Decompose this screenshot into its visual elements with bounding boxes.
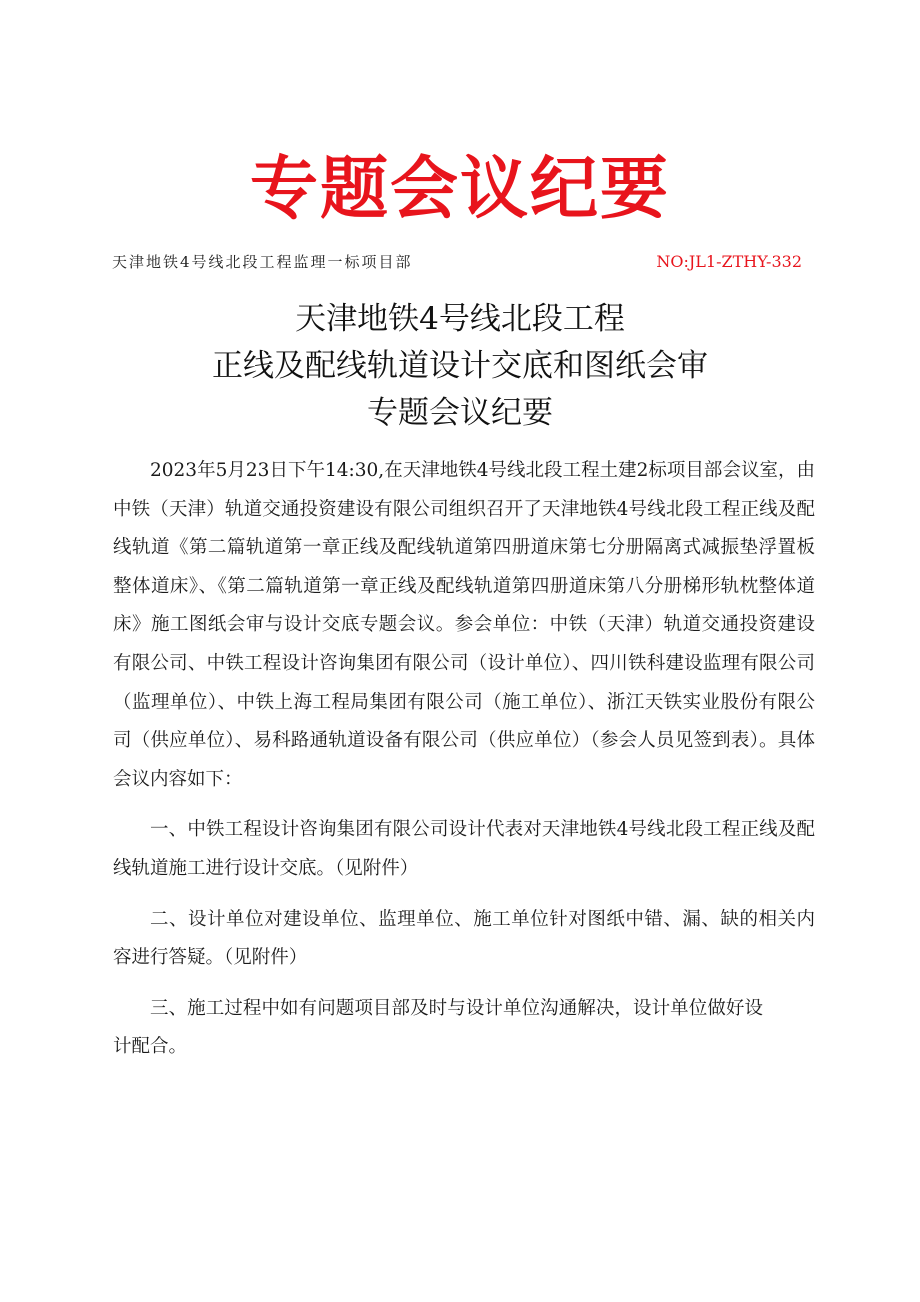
banner-title: 专题会议纪要 xyxy=(249,150,670,229)
item-paragraph-2: 二、设计单位对建设单位、监理单位、施工单位针对图纸中错、漏、缺的相关内容进行答疑。（见附件） xyxy=(113,908,815,969)
item-paragraph-3: 三、施工过程中如有问题项目部及时与设计单位沟通解决，设计单位做好设计配合。 xyxy=(113,997,763,1058)
title-line-1: 天津地铁4号线北段工程 xyxy=(295,301,625,337)
document-number: NO:JL1-ZTHY-332 xyxy=(656,252,802,271)
title-line-3: 专题会议纪要 xyxy=(367,395,553,431)
organization-name: 天津地铁4号线北段工程监理一标项目部 xyxy=(112,253,413,271)
document-body xyxy=(113,452,815,1067)
header-row xyxy=(112,250,802,274)
item-paragraph-1: 一、中铁工程设计咨询集团有限公司设计代表对天津地铁4号线北段工程正线及配线轨道施工进行设计交底。（见附件） xyxy=(113,819,815,879)
intro-paragraph: 2023年5月23日下午14:30,在天津地铁4号线北段工程土建2标项目部会议室，由中铁（天津）轨道交通投资建设有限公司组织召开了天津地铁4号线北段工程正线及配线轨道《第二篇轨道第一章正线及配线轨道第四册道床第七分册隔离式减振垫浮置板整体道床》、《第二篇轨道第一章正线及配线轨道第四册道床第八分册梯形轨枕整体道床》施工图纸会审与设计交底专题会议。参会单位：中铁（天津）轨道交通投资建设有限公司、中铁工程设计咨询集团有限公司（设计单位）、四川铁科建设监理有限公司（监理单位）、中铁上海工程局集团有限公司（施工单位）、浙江天铁实业股份有限公司（供应单位）、易科路通轨道设备有限公司（供应单位）（参会人员见签到表）。具体会议内容如下： xyxy=(113,460,815,790)
document-title xyxy=(0,296,920,437)
title-line-2: 正线及配线轨道设计交底和图纸会审 xyxy=(212,348,708,384)
